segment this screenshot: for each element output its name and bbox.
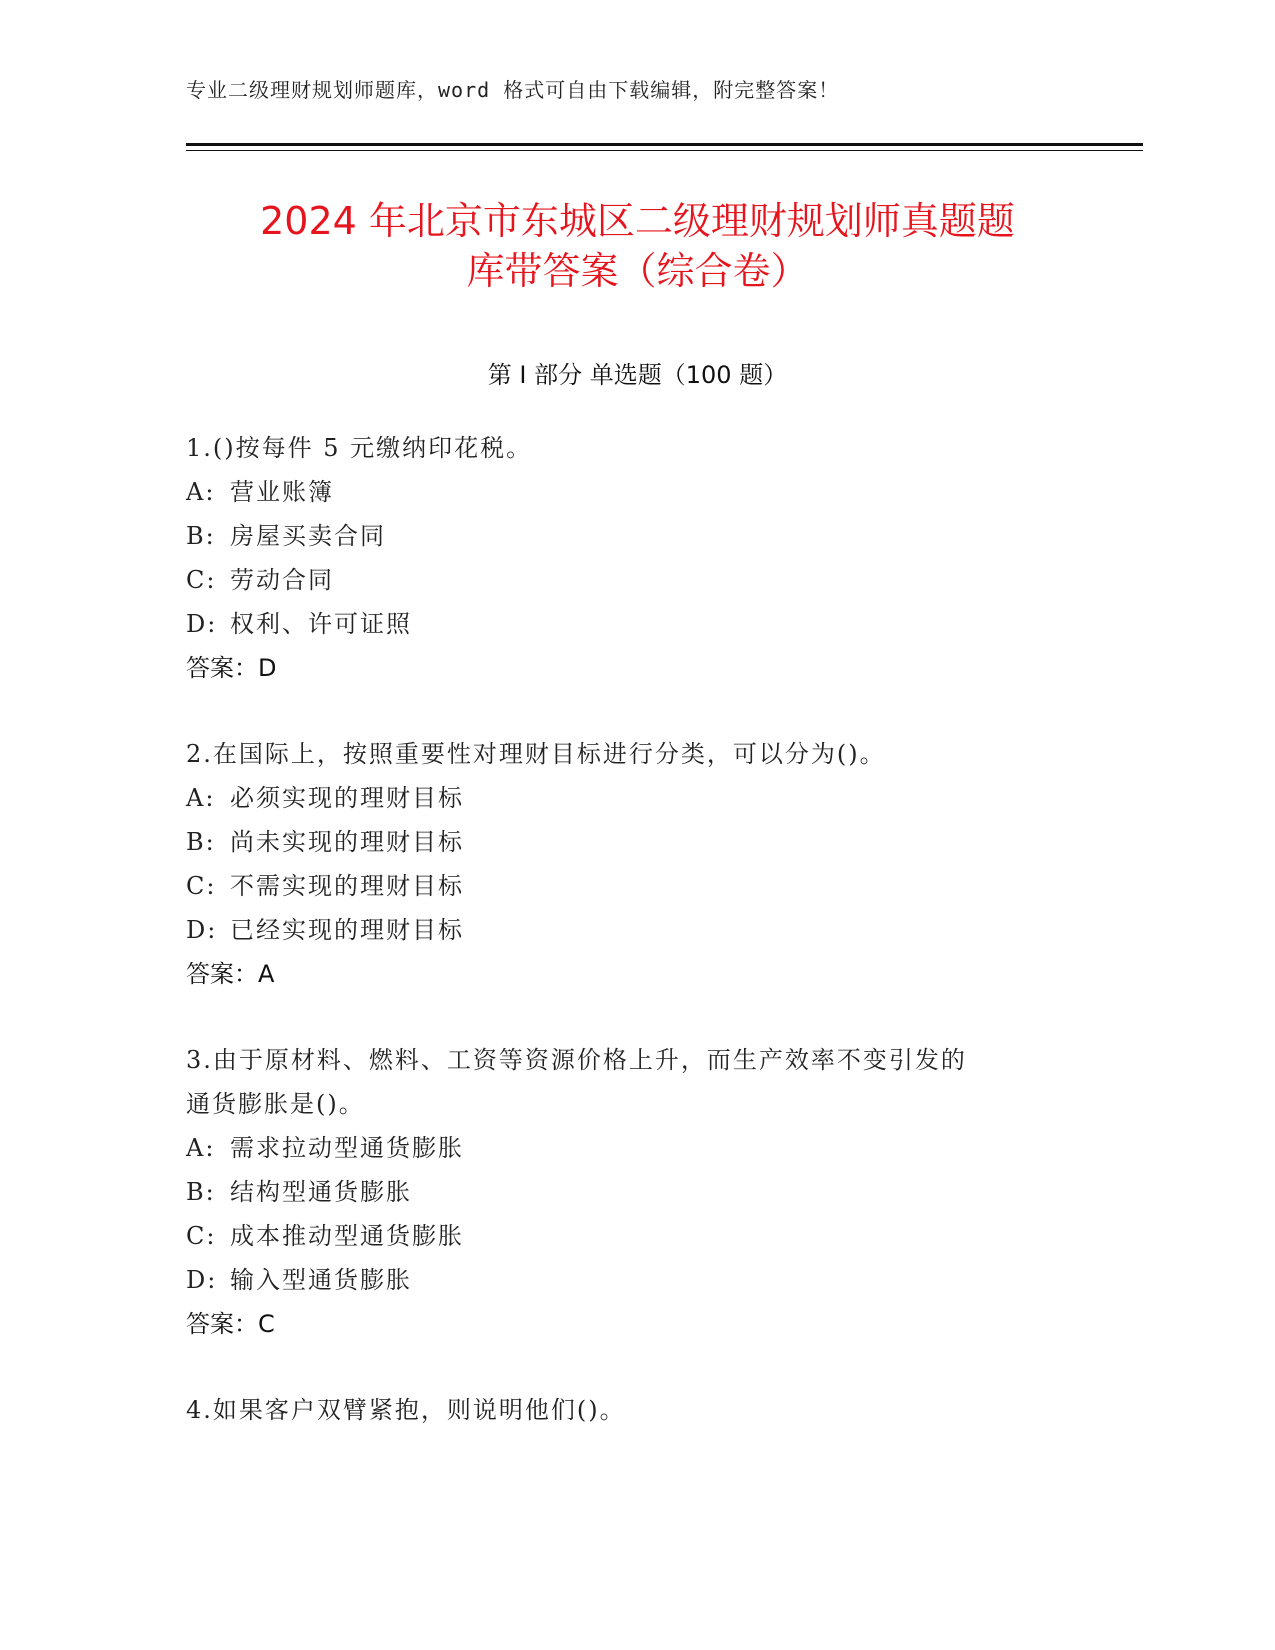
question-1-option-c <box>186 560 334 595</box>
option-text: 输入型通货膨胀 <box>230 1266 412 1294</box>
option-letter: A: <box>186 478 216 506</box>
option-text: 不需实现的理财目标 <box>230 872 464 900</box>
option-text: 已经实现的理财目标 <box>230 916 464 944</box>
title-line-2: 库带答案（综合卷） <box>466 249 809 293</box>
option-text: 成本推动型通货膨胀 <box>230 1222 464 1250</box>
option-letter: B: <box>186 522 216 550</box>
option-text: 尚未实现的理财目标 <box>230 828 464 856</box>
option-text: 营业账簿 <box>230 478 334 506</box>
option-text: 劳动合同 <box>230 566 334 594</box>
question-2-option-d <box>186 910 464 945</box>
document-title <box>150 196 1125 296</box>
question-1-stem: 1.()按每件 5 元缴纳印花税。 <box>186 434 533 462</box>
question-3-option-a <box>186 1128 464 1163</box>
option-text: 结构型通货膨胀 <box>230 1178 412 1206</box>
question-1-option-b <box>186 516 386 551</box>
option-letter: D: <box>186 1266 218 1294</box>
option-text: 必须实现的理财目标 <box>230 784 464 812</box>
header-rule-thin <box>186 150 1143 151</box>
option-letter: B: <box>186 1178 216 1206</box>
section-title: 第 I 部分 单选题（100 题） <box>487 361 788 389</box>
option-letter: C: <box>186 872 217 900</box>
question-1-option-a <box>186 472 334 507</box>
question-4-stem: 4.如果客户双臂紧抱，则说明他们()。 <box>186 1396 626 1424</box>
question-2-option-a <box>186 778 464 813</box>
option-letter: D: <box>186 916 218 944</box>
question-2-answer: 答案：A <box>186 960 275 988</box>
header-note: 专业二级理财规划师题库，word 格式可自由下载编辑，附完整答案！ <box>186 78 840 102</box>
question-3-option-c <box>186 1216 464 1251</box>
question-2-option-b <box>186 822 464 857</box>
option-text: 房屋买卖合同 <box>230 522 386 550</box>
question-3-option-b <box>186 1172 412 1207</box>
question-1-answer: 答案：D <box>186 654 277 682</box>
question-1-option-d <box>186 604 412 639</box>
option-text: 权利、许可证照 <box>230 610 412 638</box>
option-letter: D: <box>186 610 218 638</box>
question-2-stem: 2.在国际上，按照重要性对理财目标进行分类，可以分为()。 <box>186 740 886 768</box>
title-line-1: 2024 年北京市东城区二级理财规划师真题题 <box>260 199 1015 243</box>
option-letter: B: <box>186 828 216 856</box>
option-text: 需求拉动型通货膨胀 <box>230 1134 464 1162</box>
option-letter: A: <box>186 1134 216 1162</box>
option-letter: C: <box>186 566 217 594</box>
question-3-stem-line-2: 通货膨胀是()。 <box>186 1090 365 1118</box>
option-letter: C: <box>186 1222 217 1250</box>
header-rule-thick <box>186 143 1143 146</box>
question-2-option-c <box>186 866 464 901</box>
option-letter: A: <box>186 784 216 812</box>
question-3-option-d <box>186 1260 412 1295</box>
question-3-answer: 答案：C <box>186 1310 275 1338</box>
question-3-stem-line-1: 3.由于原材料、燃料、工资等资源价格上升，而生产效率不变引发的 <box>186 1046 967 1074</box>
